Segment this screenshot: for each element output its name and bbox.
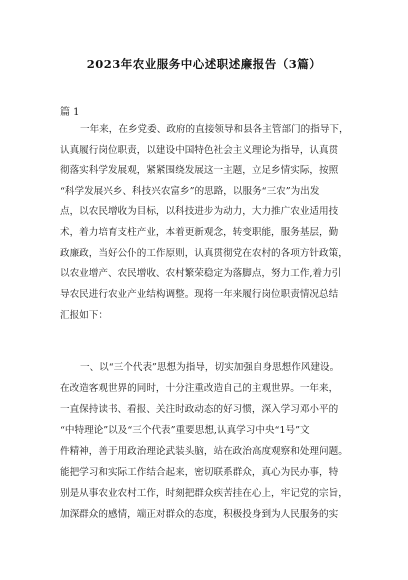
document-title: 2023年农业服务中心述职述廉报告（3篇） xyxy=(86,57,322,71)
paragraph-1-line: 以农业增产、农民增收、农村繁荣稳定为落脚点，努力工作,着力引 xyxy=(60,268,342,279)
paragraph-1-line: 认真履行岗位职责，以建设中国特色社会主义理论为指导，认真贯 xyxy=(60,145,339,156)
paragraph-2-line: 一、以“三个代表”思想为指导，切实加强自身思想作风建设。 xyxy=(80,362,340,373)
paragraph-1-line: 政廉政，当好公仆的工作原则，认真贯彻党在农村的各项方针政策， xyxy=(60,248,348,259)
paragraph-1-line: 点，以农民增收为目标，以科技进步为动力，大力推广农业适用技 xyxy=(60,206,339,217)
section-label: 篇 1 xyxy=(60,107,80,118)
paragraph-2-line: “中特理论”以及“三个代表”重要思想,认真学习中央“1号”文 xyxy=(60,425,310,436)
paragraph-1-line: 汇报如下： xyxy=(60,310,108,321)
paragraph-1-line: 术，着力培育支柱产业，本着更新观念，转变职能，服务基层，勤 xyxy=(60,227,339,238)
paragraph-2-line: 能把学习和实际工作结合起来，密切联系群众，真心为民办事，特 xyxy=(60,467,339,478)
paragraph-1-line: 彻落实科学发展观，紧紧围绕发展这一主题，立足乡情实际，按照 xyxy=(60,165,339,176)
paragraph-2-line: 件精神，善于用政治理论武装头脑，站在政治高度观察和处理问题。 xyxy=(60,446,348,457)
paragraph-2-line: 别是从事农业农村工作，时刻把群众疾苦挂在心上，牢记党的宗旨， xyxy=(60,488,348,499)
paragraph-1-line: 一年来，在乡党委、政府的直接领导和县各主管部门的指导下， xyxy=(80,124,349,135)
paragraph-2-line: 在改造客观世界的同时，十分注重改造自己的主观世界。一年来， xyxy=(60,383,339,394)
paragraph-2-line: 一直保持读书、看报、关注时政动态的好习惯，深入学习邓小平的 xyxy=(60,404,339,415)
paragraph-2-line: 加深群众的感情，端正对群众的态度，积极投身到为人民服务的实 xyxy=(60,509,339,520)
paragraph-1-line: 导农民进行农业产业结构调整。现将一年来履行岗位职责情况总结 xyxy=(60,289,339,300)
paragraph-1-line: “科学发展兴乡、科技兴农富乡”的思路，以服务“三农”为出发 xyxy=(60,186,320,197)
